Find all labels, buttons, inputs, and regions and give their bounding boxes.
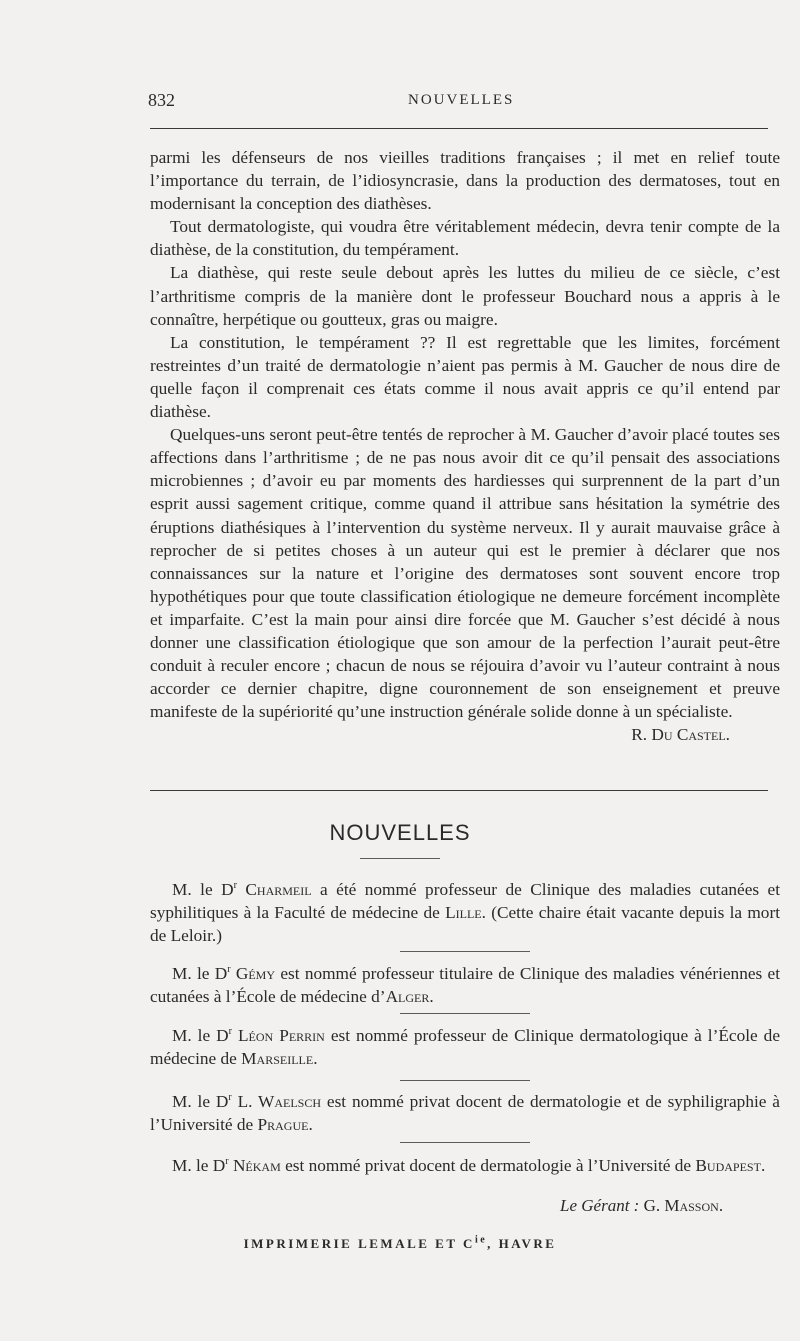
person-name: Charmeil	[245, 880, 312, 899]
news-divider	[400, 1142, 530, 1143]
news-item: M. le $D^r$ Léon Perrin est nommé professeur de Clinique dermatologique à l’École de médecine de Marseille.	[150, 1026, 780, 1068]
news-divider	[400, 1013, 530, 1014]
person-name: Léon Perrin	[237, 1026, 325, 1045]
signature: R. Du Castel.	[631, 725, 730, 745]
news-divider	[400, 951, 530, 952]
place-name: Marseille	[241, 1049, 314, 1068]
person-name: Nékam	[232, 1156, 281, 1175]
news-item: M. le $D^r$ Gémy est nommé professeur titulaire de Clinique des maladies vénériennes et cutanées à l’École de médecine d’Alger.	[150, 964, 780, 1006]
person-name: L. Waelsch	[237, 1092, 322, 1111]
person-name: Gémy	[235, 964, 276, 983]
review-paragraph: Tout dermatologiste, qui voudra être véritablement médecin, devra tenir compte de la diathèse, de la constitution, du tempérament.	[150, 217, 780, 260]
place-name: Prague	[257, 1115, 309, 1134]
news-divider	[400, 1080, 530, 1081]
place-name: Budapest	[695, 1156, 761, 1175]
page-number: 832	[148, 90, 175, 110]
review-paragraph: Quelques-uns seront peut-être tentés de reprocher à M. Gaucher d’avoir placé toutes ses affections dans l’arthritisme ; de ne pas nous avoir dit ce qu’il pensait des associations microbiennes ; d’avoir eu par moments des hardiesses qui surprennent de la part d’un esprit aussi sagement critique, comme quand il attribue sans hésitation la symétrie des éruptions diathésiques à l’intervention du système nerveux. Il y aurait mauvaise grâce à reprocher de si petites choses à un auteur qui est le premier à déclarer que nos connaissances sur la nature et l’origine des dermatoses sont souvent encore trop hypothétiques pour que toute classification étiologique ne demeure forcément incomplète et imparfaite. C’est la main pour ainsi dire forcée que M. Gaucher s’est décidé à nous donner une classification étiologique que son amour de la perfection l’aurait peut-être conduit à reculer encore ; chacun de nous se réjouira d’avoir vu l’auteur contraint à nous accorder ce dernier chapitre, digne couronnement de son enseignement et preuve manifeste de la supériorité qu’une instruction générale solide donne à un spécialiste.	[150, 425, 780, 722]
news-item: M. le $D^r$ L. Waelsch est nommé privat docent de dermatologie et de syphiligraphie à l’Université de Prague.	[150, 1092, 780, 1134]
review-text	[150, 146, 780, 746]
running-header	[148, 90, 768, 116]
place-name: Lille	[445, 903, 482, 922]
imprint-line: IMPRIMERIE LEMALE ET $C^{ie}$, HAVRE	[243, 1234, 557, 1251]
review-paragraph: La diathèse, qui reste seule debout après les luttes du milieu de ce siècle, c’est l’arthritisme compris de la manière dont le professeur Bouchard nous a appris à le connaître, herpétique ou goutteux, gras ou maigre.	[150, 263, 780, 329]
gerant-label: Le Gérant :	[560, 1196, 640, 1215]
place-name: Alger	[385, 987, 430, 1006]
news-item: M. le $D^r$ Nékam est nommé privat docent de dermatologie à l’Université de Budapest.	[172, 1156, 766, 1175]
signature-row	[150, 723, 780, 746]
header-rule	[150, 128, 768, 129]
news-item: M. le $D^r$ Charmeil a été nommé professeur de Clinique des maladies cutanées et syphilitiques à la Faculté de médecine de Lille. (Cette chaire était vacante depuis la mort de Leloir.)	[150, 880, 781, 945]
section-rule	[150, 790, 768, 791]
running-title: NOUVELLES	[408, 92, 515, 108]
review-paragraph: La constitution, le tempérament ?? Il est regrettable que les limites, forcément restreintes d’un traité de dermatologie n’aient pas permis à M. Gaucher de nous dire de quelle façon il comprenait ces états comme il nous avait appris ce qu’il entend par diathèse.	[150, 332, 780, 422]
gerant-line	[560, 1196, 723, 1216]
review-paragraph: parmi les défenseurs de nos vieilles traditions françaises ; il met en relief toute l’importance du terrain, de l’idiosyncrasie, dans la production des dermatoses, tout en modernisant la conception des diathèses.	[150, 148, 780, 214]
section-title: NOUVELLES	[329, 820, 471, 845]
gerant-name: G. Masson.	[643, 1196, 724, 1215]
title-underline	[360, 858, 440, 859]
